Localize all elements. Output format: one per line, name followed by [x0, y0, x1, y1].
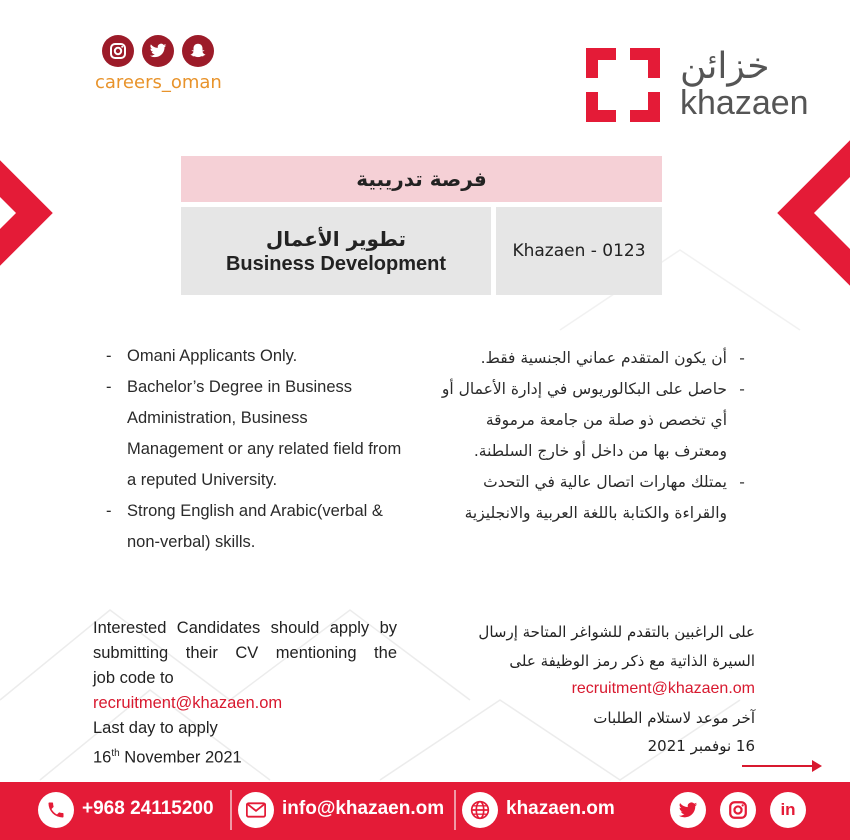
- recruitment-email-link[interactable]: recruitment@khazaen.om: [93, 694, 283, 712]
- position-title-arabic: تطوير الأعمال: [265, 226, 407, 251]
- requirements-arabic: [440, 343, 757, 529]
- opportunity-title: فرصة تدريبية: [181, 156, 662, 202]
- recruitment-email-link-ar[interactable]: recruitment@khazaen.om: [571, 680, 755, 697]
- position-title-english: Business Development: [225, 252, 447, 275]
- twitter-icon[interactable]: [142, 35, 174, 67]
- list-item: - Omani Applicants Only.: [106, 347, 298, 365]
- apply-instructions-arabic: على الراغبين بالتقدم للشواغر المتاحة إرسال السيرة الذاتية مع ذكر رمز الوظيفة على recruitment@khazaen.om آخر موعد لاستلام الطلبات 16 نوفمبر 2021: [440, 618, 755, 761]
- globe-icon: [462, 792, 498, 828]
- twitter-icon[interactable]: [670, 792, 706, 828]
- khazaen-logo-mark: [582, 44, 664, 126]
- linkedin-icon[interactable]: in: [770, 792, 806, 828]
- list-item: - حاصل على البكالوريوس في إدارة الأعمال أو أي تخصص ذو صلة من جامعة مرموقة ومعترف بها من داخل أو خارج السلطنة.: [441, 380, 745, 460]
- list-item: - Bachelor’s Degree in Business Administration, Business Management or any related field from a reputed University.: [106, 378, 402, 489]
- arrow-head: [812, 760, 822, 772]
- instagram-icon[interactable]: [102, 35, 134, 67]
- logo-arabic-text: خزائن: [680, 46, 770, 87]
- apply-instructions-english: Interested Candidates should apply by submitting their CV mentioning the job code to recruitment@khazaen.om Last day to apply 16th November 2021: [93, 616, 397, 771]
- divider: [230, 790, 232, 830]
- instagram-icon[interactable]: [720, 792, 756, 828]
- footer-bar: [0, 782, 850, 840]
- job-code: Khazaen - 0123: [496, 207, 662, 295]
- list-item: - يمتلك مهارات اتصال عالية في التحدث والقراءة والكتابة باللغة العربية والانجليزية: [464, 473, 745, 522]
- logo-english-text: khazaen: [680, 84, 809, 122]
- phone-number[interactable]: +968 24115200: [82, 798, 214, 819]
- website-link[interactable]: khazaen.om: [506, 798, 615, 819]
- deadline-date: 16th November 2021: [93, 748, 242, 767]
- mail-icon: [238, 792, 274, 828]
- arrow-right-icon: [742, 765, 818, 767]
- requirements-english: [106, 341, 406, 558]
- snapchat-icon[interactable]: [182, 35, 214, 67]
- contact-email[interactable]: info@khazaen.om: [282, 798, 445, 819]
- phone-icon: [38, 792, 74, 828]
- list-item: - Strong English and Arabic(verbal & non-verbal) skills.: [106, 502, 383, 551]
- deadline-date-ar: 16 نوفمبر 2021: [647, 737, 755, 755]
- position-box: [181, 207, 491, 295]
- divider: [454, 790, 456, 830]
- social-handle[interactable]: careers_oman: [95, 72, 222, 93]
- list-item: - أن يكون المتقدم عماني الجنسية فقط.: [480, 349, 745, 367]
